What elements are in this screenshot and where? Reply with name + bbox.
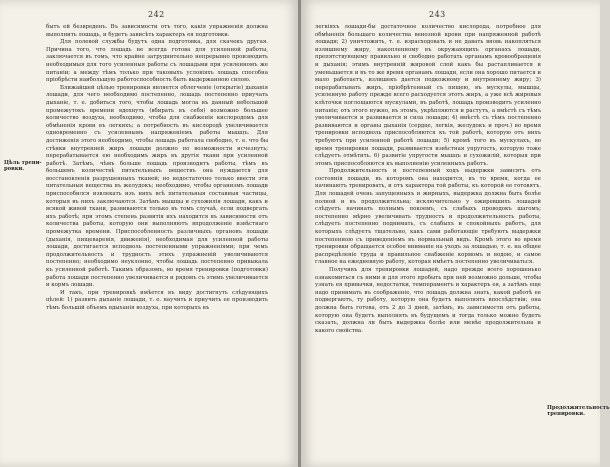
page-number-left: 242 [148, 10, 165, 19]
left-page [0, 0, 299, 467]
paragraph: Ближайшей цѣлью тренировки является облегченіе (открытіе) дыханія лошади, для чего необходимо постепенно, лошадь постепенно приучать дыханіе, т. е. добиться того, чтобы лошадь могла въ данный небольшой промежутокъ времени вдохнуть (вбирать въ себя) возможно большее количество воздуха, необходимо, чтобы для снабженія кислородомъ для обмѣненія крови въ легкихъ; а потребность въ кислородѣ увеличивается одновременно съ усиленнымъ напряженіемъ работы мышцъ. Для достиженія этого необходимо, чтобы лошадь работала свободно, т. е. что бы стѣнки внутренней жиръ лошади должно по возможности исчезнуть; перерабатывается ею необходимъ жиръ въ другія ткани при усиленной работѣ. Затѣмъ, чѣмъ больше лошадь производитъ работы, тѣмъ въ большемъ количествѣ питательныхъ веществъ она нуждается для восстановленія разрушенныхъ тканей; но недостаточно только ввести эти питательныя вещества въ желудокъ; необходимо, чтобы организмъ лошади приспособился извлекать изъ нихъ всѣ питательныя составныя частицы, которыя въ нихъ заключаются. Затѣмъ мышцы и сухожилія лошади, какъ и всякой живой ткани, развиваются только въ томъ случаѣ, если подвергать ихъ работѣ; при этомъ степень развитія ихъ находится въ зависимости отъ количества работы, которую они выполняютъ впродолженіе извѣстнаго промежутка времени. Приспособленность различныхъ органовъ лошади (дыханія, пищеваренія, движенія), необходимая для усиленной работы лошади, достигается исподволь постепенными упражненіями; при чемъ продолжительность и трудность этихъ упражненій увеличиваются постепенно; необходимо неуклонно, чтобы лошадь постепенно привыкала къ усиленной работѣ. Такимъ образомъ, во время тренировки (подготовки) работа лошади постепенно увеличивается и рядомъ съ этимъ увеличивается и кормъ лошади. [46, 84, 268, 289]
paragraph: Для полевой службы будутъ одна подготовка, для скачекъ другая. Причина того, что лошадь не всегда готова для усиленной работы, заключается въ томъ, что крайне затруднительно непрерывно производить необходимыя для того усиленныя работы съ лошадьми при усиленномъ же питаніи; а между тѣмъ только при таковыхъ условіяхъ лошадь способна пріобрѣсти наибольшую работоспособность быть выдержанною силою. [46, 39, 268, 84]
right-page-body [315, 24, 541, 335]
side-note-right: Продолжительность тренировки. [547, 405, 610, 418]
side-note-left: Цѣль трени- ровки. [4, 160, 42, 173]
paragraph: бытъ ей безвреденъ. Въ зависимости отъ того, какія упражненія должна выполнить лошадь, и будетъ зависѣть характеръ ея подготовки. [46, 24, 268, 38]
paragraph: Получивъ для тренировки лошадей, надо прежде всего хорошенько ознакомиться съ ними и для этого пробыть при ней возможно дольше, чтобы узнать ея привычки, недостатки, темпераментъ и характеръ ея, а затѣмъ еще надо принимать въ соображеніе, что лошадь должна знать, какой работѣ ее подвергаютъ, ту работу, которую она будетъ выполнять впослѣдствіи; она должна быть готова, отъ 2 до 3 дней, затѣмъ, въ зависимости отъ работы, которую она будетъ выполнять въ будущемъ и тогда только можно будетъ сказать, должна ли быть выдержка болѣе или менѣе продолжительна и какого свойства. [315, 267, 541, 334]
left-page-body [46, 24, 268, 313]
paragraph: Продолжительность и постепенный ходъ выдержки зависятъ отъ состоянія лошади, въ которомъ она находится, въ то время, когда ее начинаютъ тренировать, и отъ характера той работы, къ которой ее готовятъ. Для лошадей очень запущенныхъ и жирныхъ, выдержка должна быть болѣе полной и въ продолжительна; исключительно у ожиревшихъ лошадей слѣдуетъ начинать полнымъ покоемъ, съ слабыхъ проводокъ шагомъ; постепенно мѣрно увеличивать трудность и продолжительность работы, слѣдуетъ постепенно поднимать, съ слабыхъ и спокойныхъ работъ, для которыхъ слѣдуетъ тщательно, какъ сами работающіе требуютъ выдержки постепенною съ приведеніемъ въ нормальный видъ. Кромѣ этого во время тренировки обращается особое вниманіе на уходъ за лошадью, т. е. на общее распредѣленіе труда и правильное снабженіе кормомъ и водою, и самое главное на ежедневную работу, которая имѣетъ постепенно увеличиваться. [315, 168, 541, 266]
paragraph: И такъ, при тренировкѣ имѣется въ виду достигнуть слѣдующихъ цѣлей: 1) развить дыханіе лошади, т. е. научить и приучить ее производить тѣмъ большій объемъ вдыханія воздуха, при которыхъ въ [46, 289, 268, 311]
paragraph: легкіяхъ лошади-бы достаточное количество кислорода, потребное для обмѣненія большаго количества венозной крови при напряженной работѣ лошади; 2) уничтожить, т. е. израсходовать и не давать вновь накопляться излишнему жиру, накопленному въ окружающихъ органахъ лошади, препятствующему правильно и свободно работать органамъ кровообращенія и дыханія; этимъ внутренній жировой слой какъ бы растапливается и уменьшается и въ то же время органамъ лошади, если она хорошо питается и мало работаетъ, излишекъ дается подкожному и внутреннему жиру; 3) перерабатывать жиръ, пріобрѣтенный съ пищею, въ мускулы, мышцы, усиленную работу прежде всего расходуется этотъ жиръ, а уже всѣ жировыя клѣточки поглощаются мускулами, въ работѣ, лошадь производитъ усиленно питаніе; отъ этого нужно, въ этомъ, укрѣпляются и растутъ, а вмѣстѣ съ тѣмъ увеличивается и развивается и сила лошади; 4) вмѣстѣ съ тѣмъ постепенно развиваются и органы дыханія (сердце, легкія, желудокъ и проч.) во время тренировки исподволь приспособляются къ той работѣ, которую отъ нихъ требуютъ при усиленной работѣ лошади; 5) кромѣ того въ мускулахъ, во время тренировки лошади, развивается извѣстная упругость, которую тоже слѣдуетъ отмѣтить. 6) развитіе упругости мышцъ и сухожилій, которыя при этомъ приспособляются къ выполненію усиленныхъ работъ. [315, 24, 541, 167]
page-number-right: 243 [429, 10, 446, 19]
right-page [301, 0, 610, 467]
